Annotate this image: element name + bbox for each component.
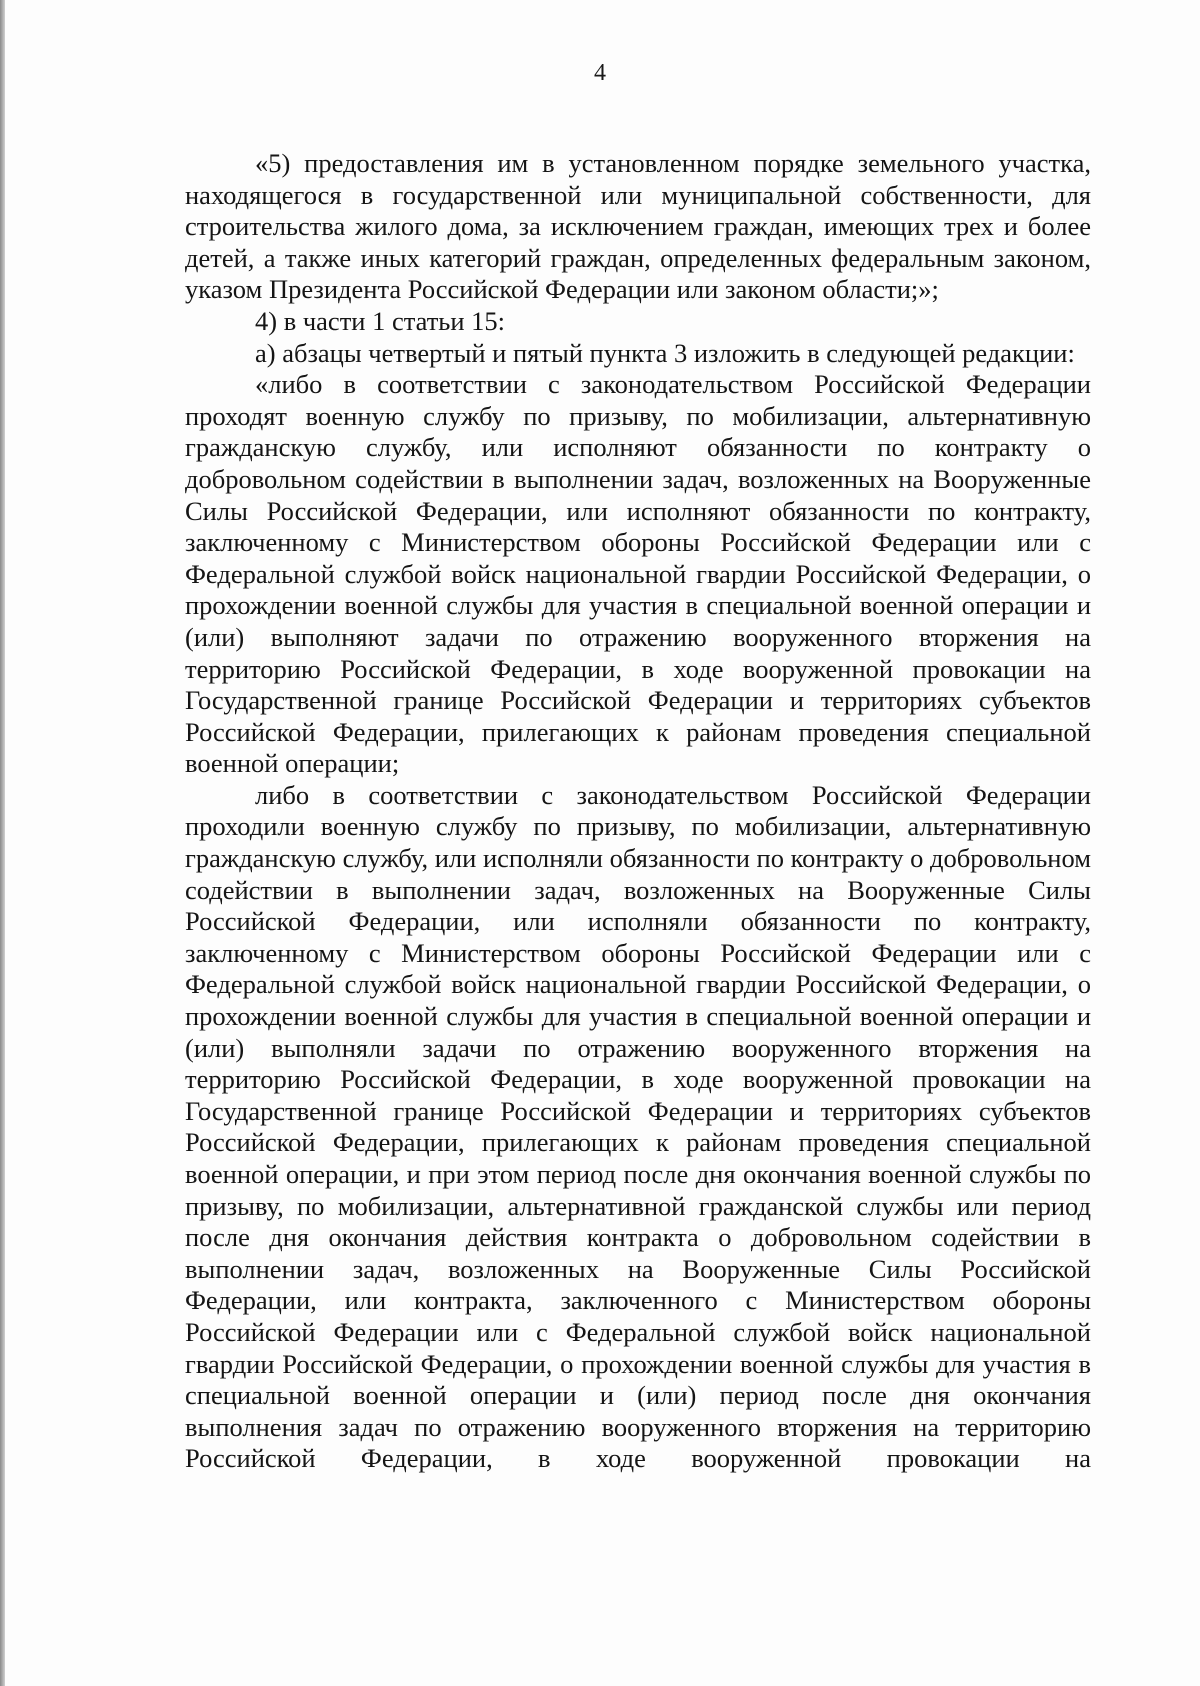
scan-edge [0, 0, 5, 1686]
paragraph-subitem-a: а) абзацы четвертый и пятый пункта 3 изложить в следующей редакции: [255, 337, 1075, 368]
paragraph-currently-serving: «либо в соответствии с законодательством Российской Федерации проходят военную службу по призыву, по мобилизации, альтернативную гражданскую службу, или исполняют обязанности по контракту о добровольном содействии в выполнении задач, возложенных на Вооруженные Силы Российской Федерации, или исполняют обязанности по контракту, заключенному с Министерством обороны Российской Федерации или с Федеральной службой войск национальной гвардии Российской Федерации, о прохождении военной службы для участия в специальной военной операции и (или) выполняют задачи по отражению вооруженного вторжения на территорию Российской Федерации, в ходе вооруженной провокации на Государственной границе Российской Федерации и территориях субъектов Российской Федерации, прилегающих к районам проведения специальной военной операции; [185, 369, 1091, 779]
document-body [185, 148, 1091, 1475]
paragraph-article-15: 4) в части 1 статьи 15: [255, 305, 506, 336]
page-number: 4 [594, 60, 606, 86]
paragraph-item-5-land: «5) предоставления им в установленном порядке земельного участка, находящегося в государственной или муниципальной собственности, для строительства жилого дома, за исключением граждан, имеющих трех и более детей, а также иных категорий граждан, определенных федеральным законом, указом Президента Российской Федерации или законом области;»; [185, 148, 1091, 305]
paragraph-previously-served: либо в соответствии с законодательством Российской Федерации проходили военную службу по призыву, по мобилизации, альтернативную гражданскую службу, или исполняли обязанности по контракту о добровольном содействии в выполнении задач, возложенных на Вооруженные Силы Российской Федерации, или исполняли обязанности по контракту, заключенному с Министерством обороны Российской Федерации или с Федеральной службой войск национальной гвардии Российской Федерации, о прохождении военной службы для участия в специальной военной операции и (или) выполняли задачи по отражению вооруженного вторжения на территорию Российской Федерации, в ходе вооруженной провокации на Государственной границе Российской Федерации и территориях субъектов Российской Федерации, прилегающих к районам проведения специальной военной операции, и при этом период после дня окончания военной службы по призыву, по мобилизации, альтернативной гражданской службы или период после дня окончания действия контракта о добровольном содействии в выполнении задач, возложенных на Вооруженные Силы Российской Федерации, или контракта, заключенного с Министерством обороны Российской Федерации или с Федеральной службой войск национальной гвардии Российской Федерации, о прохождении военной службы для участия в специальной военной операции и (или) период после дня окончания выполнения задач по отражению вооруженного вторжения на территорию Российской Федерации, в ходе вооруженной провокации на [185, 779, 1091, 1474]
